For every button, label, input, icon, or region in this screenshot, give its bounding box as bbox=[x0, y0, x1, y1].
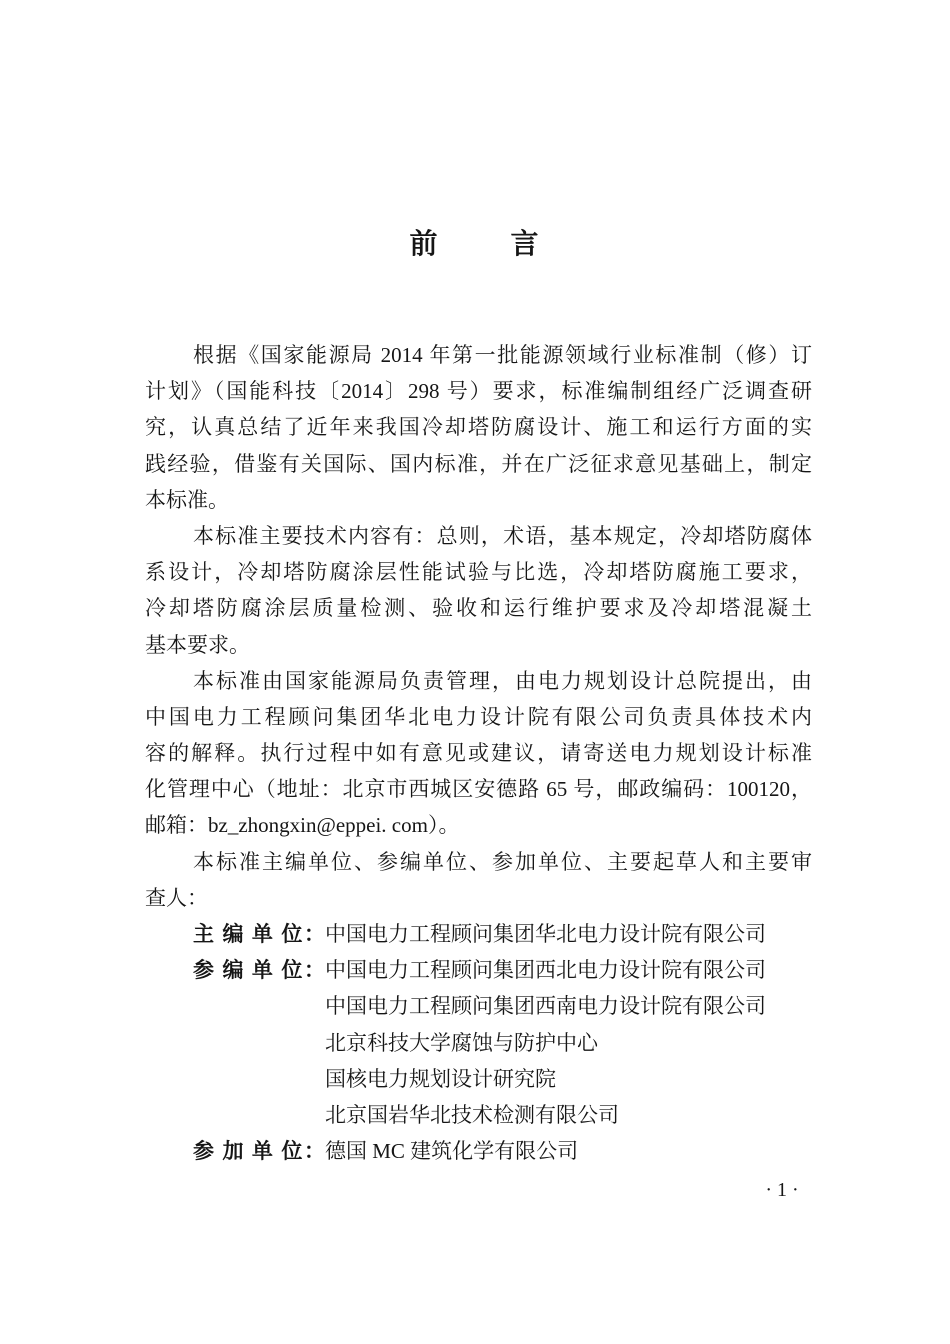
organization-name: 北京国岩华北技术检测有限公司 bbox=[325, 1102, 619, 1127]
paragraph-line: 根据《国家能源局 2014 年第一批能源领域行业标准制（修）订 bbox=[193, 343, 812, 367]
participant-label: 参 加 单 位： bbox=[193, 1139, 325, 1164]
chief-editor-label: 主 编 单 位： bbox=[193, 922, 325, 946]
organization-name: 北京科技大学腐蚀与防护中心 bbox=[325, 1030, 598, 1055]
paragraph-line: 基本要求。 bbox=[145, 632, 250, 657]
paragraph-line: 冷却塔防腐涂层质量检测、验收和运行维护要求及冷却塔混凝土 bbox=[145, 596, 812, 621]
page-title: 前 言 bbox=[409, 229, 541, 260]
paragraph-line: 中国电力工程顾问集团华北电力设计院有限公司负责具体技术内 bbox=[145, 704, 812, 729]
organization-name: 德国 MC 建筑化学有限公司 bbox=[325, 1139, 579, 1164]
paragraph-line: 邮箱：bz_zhongxin@eppei. com）。 bbox=[145, 813, 460, 838]
organization-name: 中国电力工程顾问集团华北电力设计院有限公司 bbox=[325, 922, 766, 946]
co-editor-label: 参 编 单 位： bbox=[193, 958, 325, 983]
co-editor-row bbox=[145, 952, 812, 988]
paragraph-line: 本标准主编单位、参编单位、参加单位、主要起草人和主要审 bbox=[193, 849, 812, 874]
chief-editor-row bbox=[145, 916, 812, 952]
page-number: · 1 · bbox=[765, 1179, 799, 1201]
paragraph-line: 践经验，借鉴有关国际、国内标准，并在广泛征求意见基础上，制定 bbox=[145, 451, 812, 476]
paragraph-line: 容的解释。执行过程中如有意见或建议，请寄送电力规划设计标准 bbox=[145, 741, 812, 766]
paragraph-line: 本标准。 bbox=[145, 487, 229, 512]
paragraph-line: 究，认真总结了近年来我国冷却塔防腐设计、施工和运行方面的实 bbox=[145, 415, 812, 440]
paragraph-line: 本标准由国家能源局负责管理，由电力规划设计总院提出，由 bbox=[193, 668, 812, 693]
paragraph-line: 计划》（国能科技〔2014〕298 号）要求，标准编制组经广泛调查研 bbox=[145, 379, 812, 404]
organization-name: 中国电力工程顾问集团西北电力设计院有限公司 bbox=[325, 958, 766, 983]
paragraph-line: 化管理中心（地址：北京市西城区安德路 65 号，邮政编码：100120， bbox=[145, 777, 812, 802]
preface-body bbox=[145, 337, 812, 1169]
paragraph-line: 查人： bbox=[145, 885, 208, 910]
organization-name: 中国电力工程顾问集团西南电力设计院有限公司 bbox=[325, 994, 766, 1019]
organization-name: 国核电力规划设计研究院 bbox=[325, 1066, 556, 1091]
paragraph-line: 本标准主要技术内容有：总则，术语，基本规定，冷却塔防腐体 bbox=[193, 523, 812, 548]
participant-row bbox=[145, 1133, 812, 1169]
paragraph-line: 系设计，冷却塔防腐涂层性能试验与比选，冷却塔防腐施工要求， bbox=[145, 560, 812, 585]
